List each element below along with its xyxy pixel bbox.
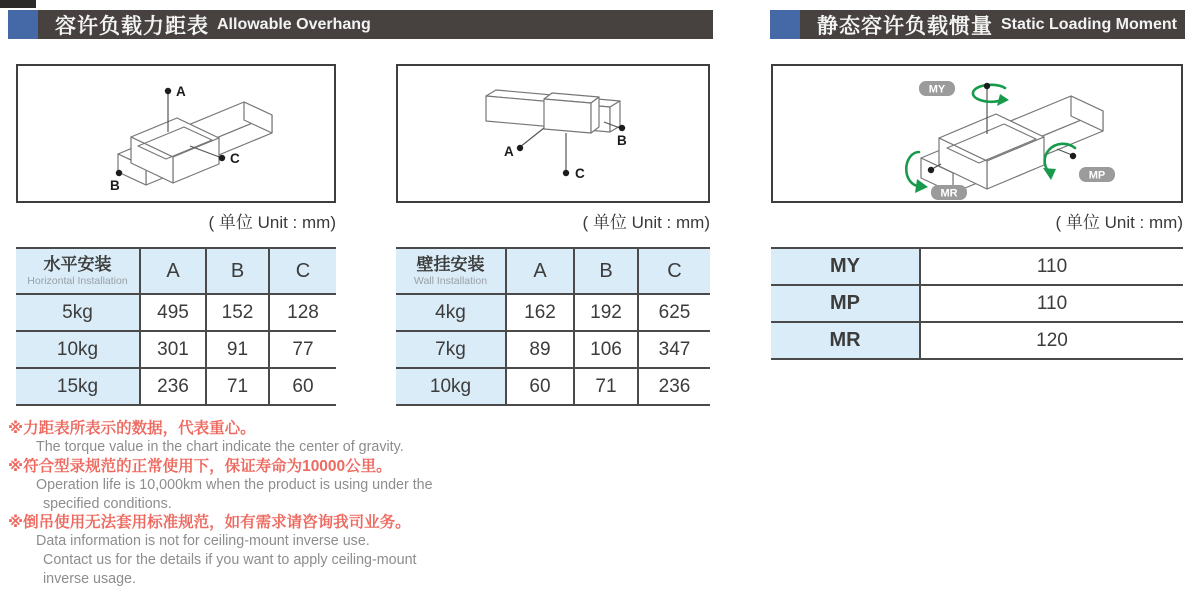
- section-title-zh: 静态容许负载惯量: [817, 14, 993, 38]
- column-header-a: A: [140, 248, 206, 294]
- point-b-label: B: [617, 133, 627, 148]
- mr-axis-marker: [928, 167, 934, 173]
- note-line-en: Data information is not for ceiling-mount inverse use.: [36, 533, 370, 550]
- mp-axis-marker: [1070, 153, 1076, 159]
- load-cell: 10kg: [396, 368, 506, 405]
- carriage-drawing: [544, 93, 599, 133]
- value-cell: 301: [140, 331, 206, 368]
- section-title-en: Allowable Overhang: [217, 15, 371, 33]
- value-cell: 71: [574, 368, 638, 405]
- my-axis-marker: [984, 83, 990, 89]
- value-cell: 60: [269, 368, 336, 405]
- unit-label: ( 单位 Unit : mm): [582, 213, 710, 232]
- table-row: [16, 368, 336, 405]
- moment-label-cell: MP: [771, 285, 920, 322]
- value-cell: 347: [638, 331, 710, 368]
- load-cell: 15kg: [16, 368, 140, 405]
- moment-label-cell: MY: [771, 248, 920, 285]
- note-line-en: inverse usage.: [43, 570, 136, 587]
- section-title-zh: 容许负载力距表: [55, 14, 209, 38]
- table-row: [771, 248, 1183, 285]
- value-cell: 162: [506, 294, 574, 331]
- my-arrowhead: [997, 94, 1009, 106]
- value-cell: 128: [269, 294, 336, 331]
- mr-badge-label: MR: [940, 187, 958, 200]
- wall-installation-diagram-box: [396, 64, 710, 203]
- note-line-zh: ※力距表所表示的数据，代表重心。: [8, 420, 256, 437]
- dimension-line-a: [520, 128, 544, 147]
- point-b-marker: [116, 170, 122, 176]
- value-cell: 236: [638, 368, 710, 405]
- table-row: [771, 285, 1183, 322]
- value-cell: 110: [920, 285, 1183, 322]
- wall-installation-table: [396, 247, 710, 406]
- table-title-zh: 水平安装: [43, 255, 112, 275]
- moment-label-cell: MR: [771, 322, 920, 359]
- point-b-label: B: [110, 178, 120, 193]
- point-a-label: A: [504, 144, 514, 159]
- table-row: [771, 322, 1183, 359]
- horizontal-installation-diagram: [18, 66, 334, 201]
- header-accent-square: [770, 10, 800, 39]
- horizontal-installation-table: [16, 247, 336, 406]
- footnotes: [8, 419, 498, 589]
- horizontal-installation-diagram-box: [16, 64, 336, 203]
- value-cell: 236: [140, 368, 206, 405]
- point-a-marker: [517, 145, 523, 151]
- point-b-marker: [619, 125, 625, 131]
- load-cell: 4kg: [396, 294, 506, 331]
- point-a-marker: [165, 88, 171, 94]
- unit-label: ( 单位 Unit : mm): [1055, 213, 1183, 232]
- note-line-zh: ※倒吊使用无法套用标准规范，如有需求请咨询我司业务。: [8, 514, 411, 532]
- section-title-en: Static Loading Moment: [1001, 15, 1177, 33]
- value-cell: 60: [506, 368, 574, 405]
- column-header-b: B: [206, 248, 269, 294]
- table-title-en: Wall Installation: [413, 274, 488, 287]
- note-line-en: specified conditions.: [43, 495, 172, 512]
- value-cell: 625: [638, 294, 710, 331]
- point-c-marker: [563, 170, 569, 176]
- value-cell: 89: [506, 331, 574, 368]
- value-cell: 192: [574, 294, 638, 331]
- table-row: [396, 294, 710, 331]
- column-header-c: C: [638, 248, 710, 294]
- column-header-a: A: [506, 248, 574, 294]
- note-line-en: The torque value in the chart indicate the center of gravity.: [36, 439, 404, 455]
- load-cell: 10kg: [16, 331, 140, 368]
- mp-axis-line: [1057, 149, 1072, 155]
- table-row: [16, 331, 336, 368]
- value-cell: 91: [206, 331, 269, 368]
- section-header-overhang: [8, 10, 713, 39]
- moment-table: [771, 247, 1183, 360]
- value-cell: 152: [206, 294, 269, 331]
- table-row: [396, 368, 710, 405]
- point-a-label: A: [176, 84, 186, 99]
- value-cell: 71: [206, 368, 269, 405]
- point-c-label: C: [575, 166, 585, 181]
- table-row: [16, 294, 336, 331]
- table-corner-header: [16, 248, 140, 294]
- table-title-zh: 壁挂安装: [416, 255, 485, 275]
- value-cell: 120: [920, 322, 1183, 359]
- table-corner-header: [396, 248, 506, 294]
- moment-diagram-box: [771, 64, 1183, 203]
- wall-installation-diagram: [398, 66, 708, 201]
- column-header-b: B: [574, 248, 638, 294]
- value-cell: 495: [140, 294, 206, 331]
- note-line-en: Operation life is 10,000km when the product is using under the: [36, 476, 433, 493]
- my-badge-label: MY: [928, 83, 946, 96]
- note-line-zh: ※符合型录规范的正常使用下，保证寿命为10000公里。: [8, 457, 392, 475]
- point-c-label: C: [230, 151, 240, 166]
- mp-badge-label: MP: [1088, 169, 1106, 182]
- table-title-en: Horizontal Installation: [27, 274, 128, 287]
- column-header-c: C: [269, 248, 336, 294]
- header-accent-square: [8, 10, 38, 39]
- load-cell: 7kg: [396, 331, 506, 368]
- load-cell: 5kg: [16, 294, 140, 331]
- point-c-marker: [219, 155, 225, 161]
- note-line-en: Contact us for the details if you want to apply ceiling-mount: [43, 552, 417, 569]
- unit-label: ( 单位 Unit : mm): [208, 213, 336, 232]
- section-header-moment: [770, 10, 1185, 39]
- value-cell: 106: [574, 331, 638, 368]
- table-row: [396, 331, 710, 368]
- page-corner-tab: [0, 0, 36, 8]
- value-cell: 77: [269, 331, 336, 368]
- value-cell: 110: [920, 248, 1183, 285]
- moment-diagram: [773, 66, 1181, 201]
- mr-arrowhead: [915, 179, 928, 193]
- mp-arrowhead: [1043, 168, 1056, 180]
